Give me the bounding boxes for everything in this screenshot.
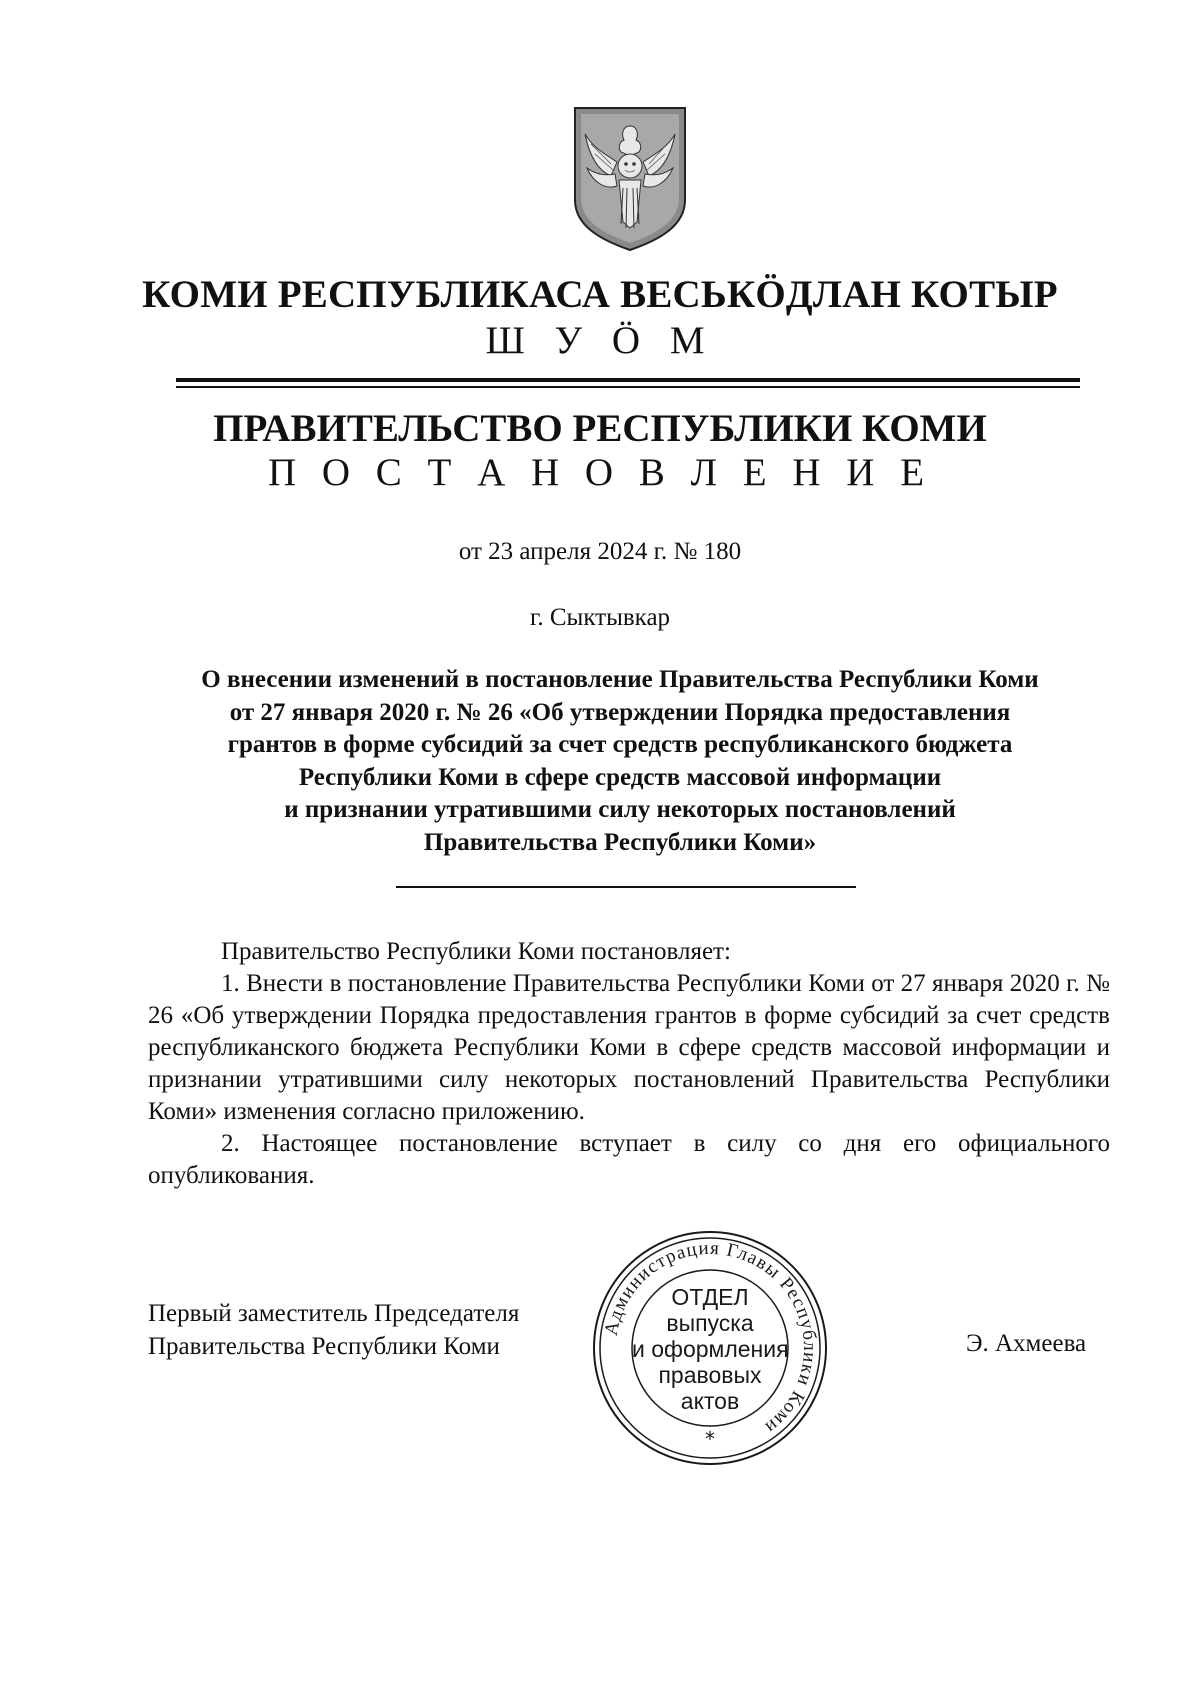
title-underline xyxy=(396,886,856,888)
document-title-line: Республики Коми в сфере средств массовой информации xyxy=(298,763,942,791)
document-body xyxy=(148,936,1110,1192)
stamp-center-line: правовых xyxy=(658,1362,762,1388)
signatory-name: Э. Ахмеева xyxy=(966,1330,1087,1357)
document-title-line: грантов в форме субсидий за счет средств республиканского бюджета xyxy=(227,731,1013,758)
signatory-position-line: Первый заместитель Председателя xyxy=(148,1300,520,1327)
komi-government-title: КОМИ РЕСПУБЛИКАСА ВЕСЬКӦДЛАН КОТЫР xyxy=(142,273,1058,316)
stamp-star: * xyxy=(705,1427,715,1451)
stamp-center-line: выпуска xyxy=(666,1310,754,1336)
document-type: П О С Т А Н О В Л Е Н И Е xyxy=(267,451,933,494)
header-divider-thin xyxy=(176,386,1080,388)
header-divider-thick xyxy=(176,378,1080,382)
stamp-ring-text: Администрация Главы Республики Коми xyxy=(600,1237,821,1439)
document-title xyxy=(140,664,1100,859)
document-title-line: от 27 января 2020 г. № 26 «Об утверждении Порядка предоставления xyxy=(229,698,1011,726)
body-paragraph-1: 1. Внести в постановление Правительства Республики Коми от 27 января 2020 г. № 26 «Об утверждении Порядка предоставления грантов в форме субсидий за счет средств республиканского бюджета Республики Коми в сфере средств массовой информации и признании утратившими силу некоторых постановлений Правительства Республики Коми» изменения согласно приложению. xyxy=(148,970,1110,1125)
document-city: г. Сыктывкар xyxy=(529,604,671,631)
body-paragraph-2: 2. Настоящее постановление вступает в силу со дня его официального опубликования. xyxy=(148,1130,1110,1189)
document-title-line: О внесении изменений в постановление Правительства Республики Коми xyxy=(201,666,1039,693)
komi-document-type: Ш У Ӧ М xyxy=(485,319,715,362)
stamp-center-line: и оформления xyxy=(632,1336,789,1362)
komi-coat-of-arms-icon xyxy=(571,104,689,252)
stamp-center-line: ОТДЕЛ xyxy=(671,1284,749,1310)
signatory-position-line: Правительства Республики Коми xyxy=(148,1333,500,1360)
body-intro: Правительство Республики Коми постановляет: xyxy=(221,938,731,965)
document-title-line: и признании утратившими силу некоторых постановлений xyxy=(284,796,956,823)
stamp-center-text xyxy=(632,1284,788,1414)
document-title-line: Правительства Республики Коми» xyxy=(423,828,817,856)
stamp-center-line: актов xyxy=(680,1388,740,1414)
signatory-position xyxy=(148,1297,519,1363)
government-title: ПРАВИТЕЛЬСТВО РЕСПУБЛИКИ КОМИ xyxy=(213,407,987,450)
document-date-number: от 23 апреля 2024 г. № 180 xyxy=(458,538,742,565)
